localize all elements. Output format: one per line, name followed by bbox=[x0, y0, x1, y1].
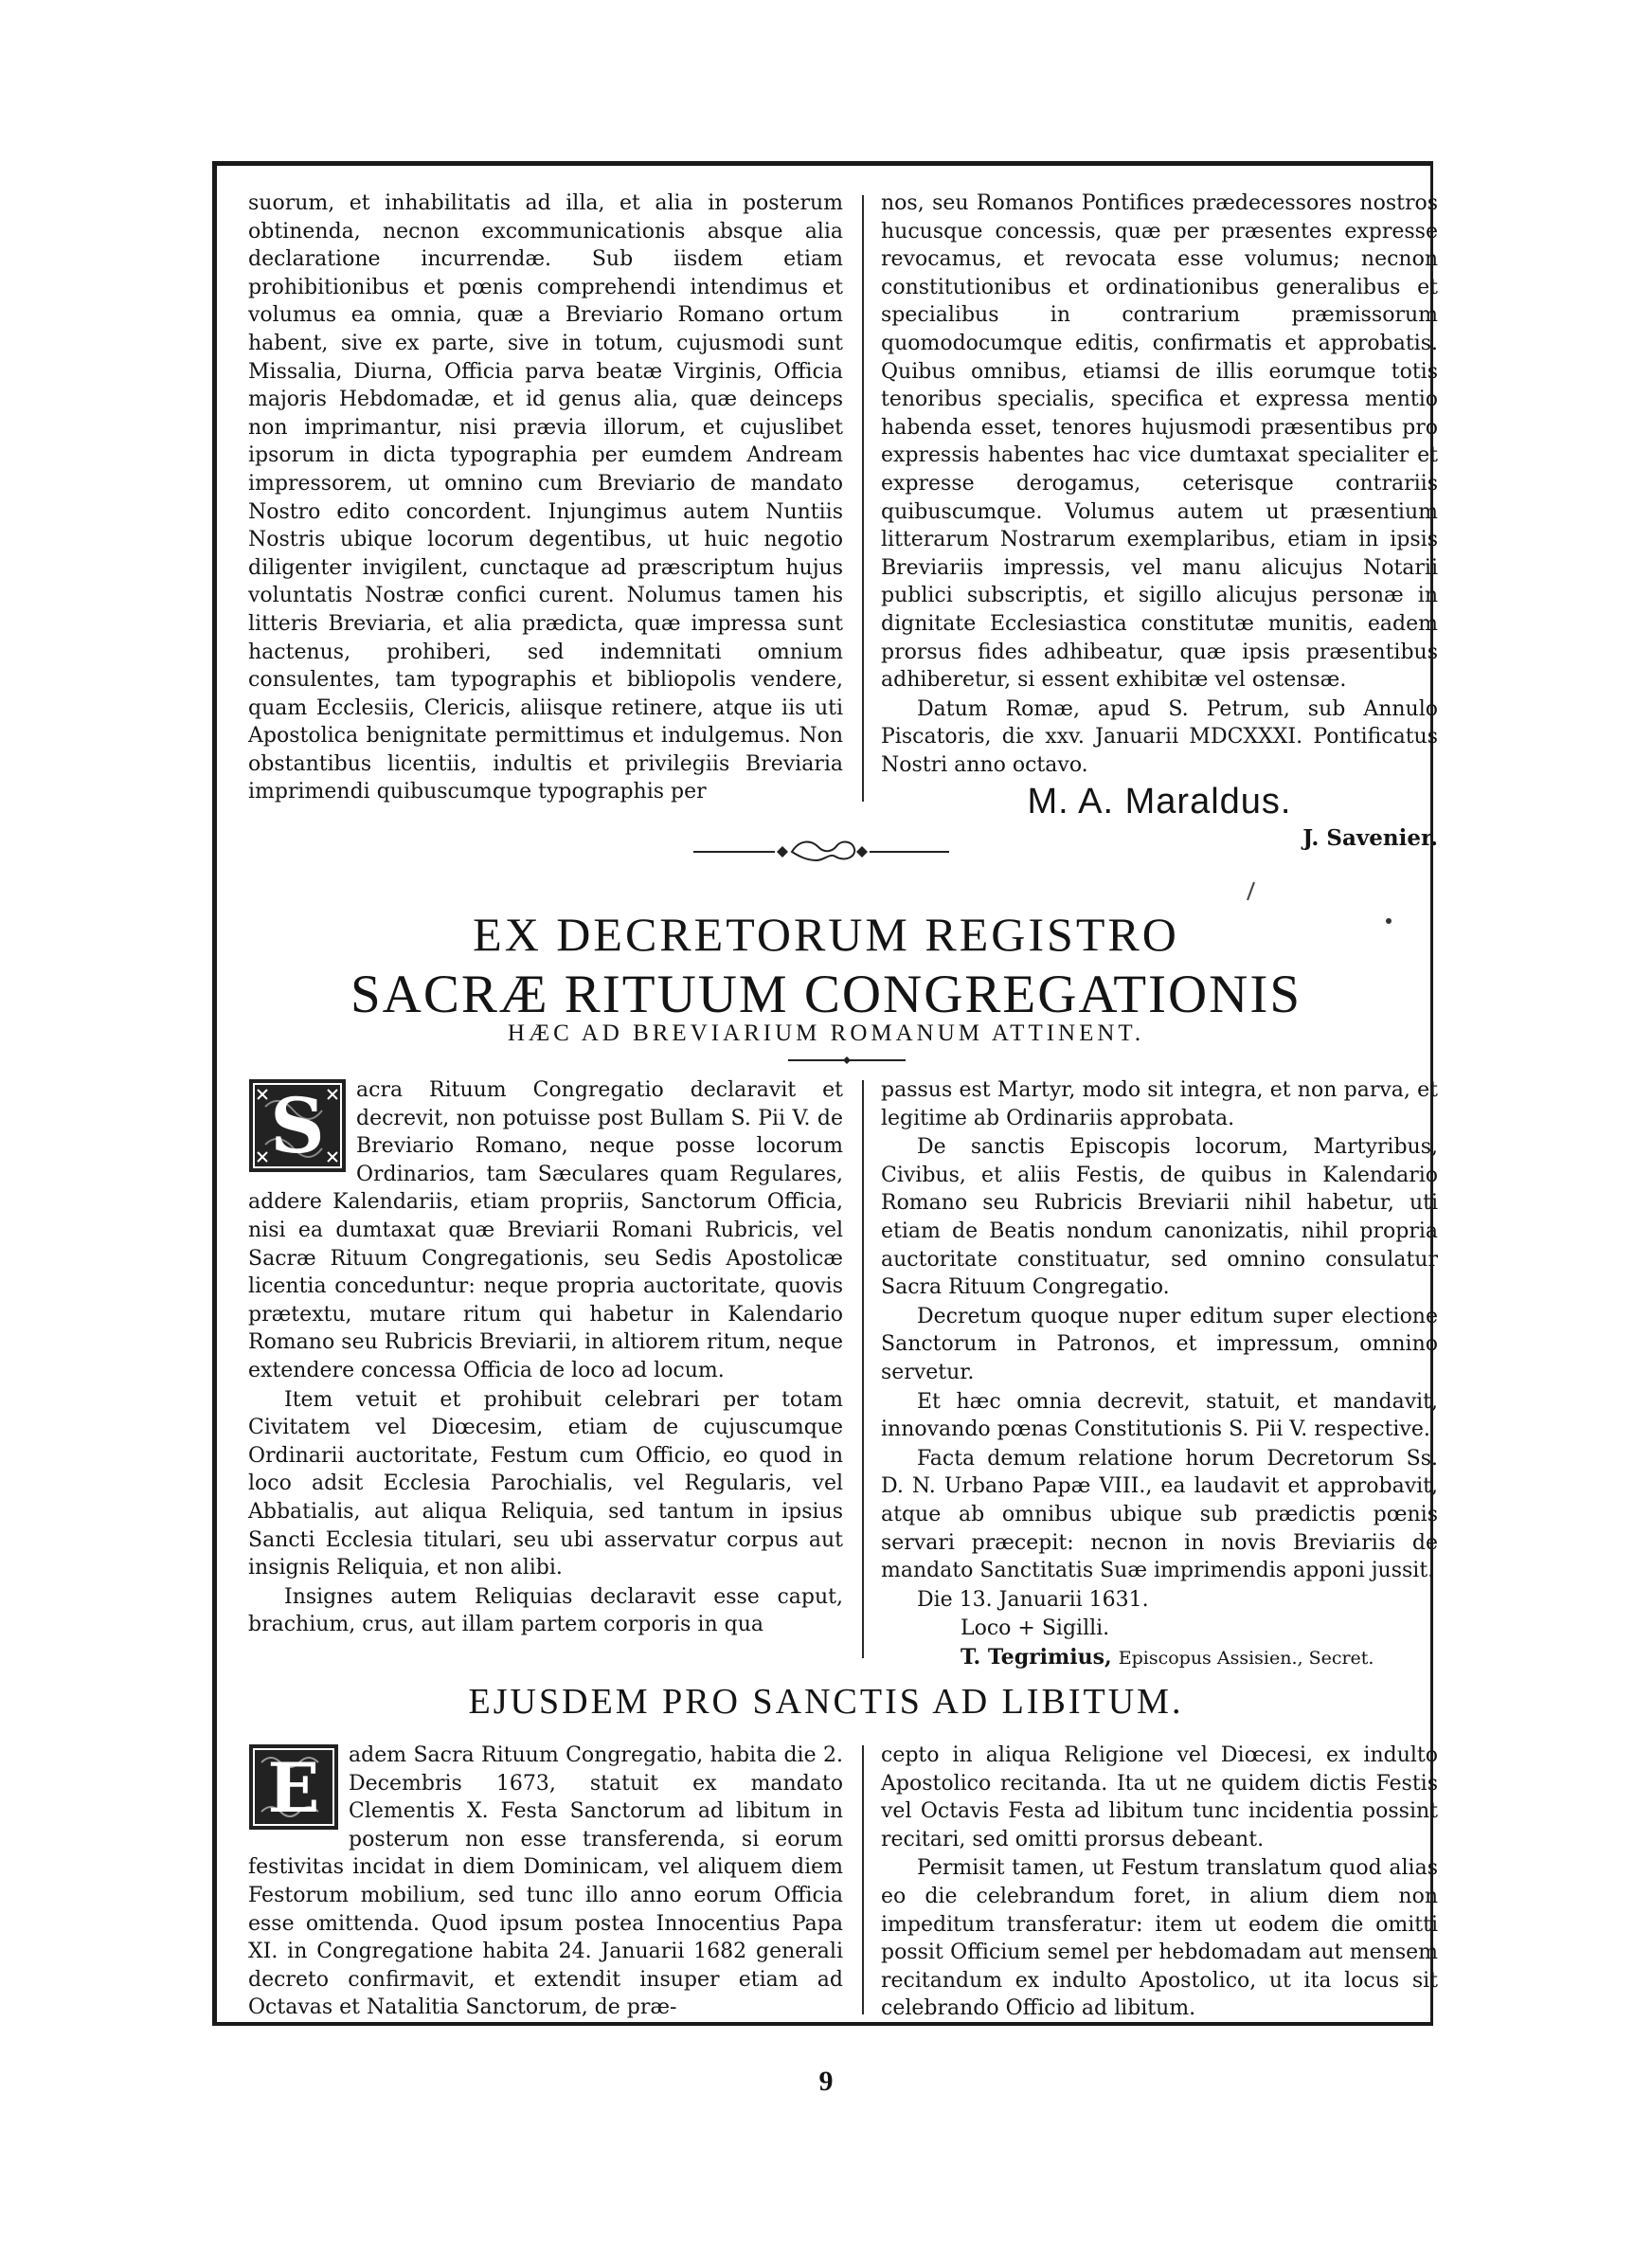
heading-ex-decretorum: EX DECRETORUM REGISTRO bbox=[473, 908, 1179, 961]
libitum-right-column bbox=[881, 1742, 1438, 2023]
decree-right-column bbox=[881, 1076, 1438, 1672]
libitum-left-column bbox=[248, 1742, 843, 2022]
decree-left-p2: Item vetuit et prohibuit celebrari per totam Civitatem vel Diœcesim, etiam de cujuscumque Ordinarii auctoritate, Festum cum Officio, eo quod in loco adsit Ecclesia Parochialis, vel Regularis, vel Abbatialis, aut aliqua Reliquia, sed tantum in ipsius Sancti Ecclesia titulari, seu ubi asservatur corpus aut insignis Reliquia, et non alibi. bbox=[248, 1387, 843, 1580]
libitum-left-p1: adem Sacra Rituum Congregatio, habita die 2. Decembris 1673, statuit ex mandato Clementis X. Festa Sanctorum ad libitum in posterum non esse transferenda, si eorum festivitas incidat in diem Dominicam, vel aliquem diem Festorum mobilium, sed tunc illo anno eorum Officia esse omittenda. Quod ipsum postea Innocentius Papa XI. in Congregatione habita 24. Januarii 1682 generali decreto confirmavit, et extendit insuper etiam ad Octavas et Natalitia Sanctorum, de præ- bbox=[248, 1743, 843, 2020]
tegrimius-title: Episcopus Assisien., Secret. bbox=[1118, 1647, 1374, 1669]
loco-text: Loco + Sigilli. bbox=[961, 1616, 1110, 1641]
bull-left-text: suorum, et inhabilitatis ad illa, et alia in posterum obtinenda, necnon excommunicationis absque alia declaratione incurrendæ. Sub iisdem etiam prohibitionibus et pœnis comprehendi intendimus et volumus ea omnia, quæ a Breviario Romano ortum habent, sive ex parte, sive in totum, cujusmodi sunt Missalia, Diurna, Officia parva beatæ Virginis, Officia majoris Hebdomadæ, et id genus alia, quæ deinceps non imprimantur, nisi prævia illorum, et cujuslibet ipsorum in dicta typographia per eumdem Andream impressorem, ut omnino cum Breviario de mandato Nostro edito concordent. Injungimus autem Nuntiis Nostris ubique locorum degentibus, ut huic negotio diligenter invigilent, cunctaque ad præscriptum hujus voluntatis Nostræ confici curent. Nolumus tamen his litteris Breviaria, et alia prædicta, quæ impressa sunt hactenus, prohiberi, sed indemnitati omnium consulentes, tam typographis et bibliopolis vendere, quam Ecclesiis, Clericis, aliisque retinere, atque iis uti Apostolica benignitate permittimus et indulgemus. Non obstantibus licentiis, indultis et privilegiis Breviaria imprimendi quibuscumque typographis per bbox=[248, 191, 843, 804]
column-divider-2 bbox=[862, 1080, 864, 1658]
page-number: 9 bbox=[818, 2066, 834, 2097]
dropcap-e-ornament bbox=[248, 1743, 339, 1831]
column-divider-1 bbox=[862, 195, 864, 802]
heading-ejusdem: EJUSDEM PRO SANCTIS AD LIBITUM. bbox=[468, 1682, 1184, 1722]
datum-text: Datum Romæ, apud S. Petrum, sub Annulo Piscatoris, die xxv. Januarii MDCXXXI. Pontificatus Nostri anno octavo. bbox=[881, 696, 1438, 777]
libitum-right-p2: Permisit tamen, ut Festum translatum quod alias eo die celebrandum foret, in alium diem non impeditum transferatur: item ut eodem die omitti possit Officium semel per hebdomadam aut mensem recitandum ex indulto Apostolico, ut ita locus sit celebrando Officio ad libitum. bbox=[881, 1856, 1438, 2021]
dropcap-s-letter: S bbox=[270, 1081, 325, 1170]
decree-right-p4: Et hæc omnia decrevit, statuit, et mandavit, innovando pœnas Constitutionis S. Pii V. respective. bbox=[881, 1389, 1438, 1442]
heading-sacrae-rituum: SACRÆ RITUUM CONGREGATIONIS bbox=[350, 965, 1302, 1024]
decree-left-p3: Insignes autem Reliquias declaravit esse caput, brachium, crus, aut illam partem corporis in qua bbox=[248, 1584, 843, 1637]
bull-right-column bbox=[881, 190, 1438, 853]
ornament-divider bbox=[693, 836, 949, 868]
column-divider-3 bbox=[862, 1745, 864, 2014]
decree-right-p3: Decretum quoque nuper editum super electione Sanctorum in Patronos, et impressum, omnino servetur. bbox=[881, 1304, 1438, 1384]
signature-maraldus: M. A. Maraldus. bbox=[1027, 782, 1292, 822]
tegrimius-name: T. Tegrimius, bbox=[961, 1644, 1112, 1670]
dropcap-s-ornament bbox=[248, 1078, 347, 1173]
decree-right-p2: De sanctis Episcopis locorum, Martyribus, Civibus, et aliis Festis, de quibus in Kalendario Romano seu Rubricis Breviarii nihil habetur, uti etiam de Beatis nondum canonizatis, nihil propria auctoritate constituatur, sed omnino consulatur Sacra Rituum Congregatio. bbox=[881, 1135, 1438, 1300]
decree-right-p1: passus est Martyr, modo sit integra, et non parva, et legitime ab Ordinariis approbata. bbox=[881, 1078, 1438, 1130]
signature-savenier: J. Savenier. bbox=[1302, 825, 1438, 852]
bull-left-column bbox=[248, 190, 843, 806]
bull-right-text: nos, seu Romanos Pontifices prædecessores nostros hucusque concessis, quæ per præsentes expresse revocamus, et revocata esse volumus; necnon constitutionibus et ordinationibus generalibus et specialibus in contrarium præmissorum quomodocumque editis, confirmatis et approbatis. Quibus omnibus, etiamsi de illis eorumque totis tenoribus specialis, specifica et expressa mentio habenda esset, tenores hujusmodi præsentibus pro expressis habentes hac vice dumtaxat specialiter et expresse derogamus, ceterisque contrariis quibuscumque. Volumus autem ut præsentium litterarum Nostrarum exemplaribus, etiam in ipsis Breviariis impressis, vel manu alicujus Notarii publici subscriptis, et sigillo alicujus personæ in dignitate Ecclesiastica constitutæ munitis, eadem prorsus fides adhibeatur, quæ ipsis præsentibus adhiberetur, si essent exhibitæ vel ostensæ. bbox=[881, 191, 1438, 693]
small-diamond-rule bbox=[788, 1056, 906, 1065]
stray-mark bbox=[1245, 881, 1256, 902]
decree-left-column bbox=[248, 1076, 843, 1639]
decree-date: Die 13. Januarii 1631. bbox=[917, 1587, 1149, 1612]
decree-loco-sigilli bbox=[881, 1615, 1438, 1643]
decree-signature bbox=[881, 1644, 1438, 1673]
libitum-right-p1: cepto in aliqua Religione vel Diœcesi, ex indulto Apostolico recitanda. Ita ut ne quidem dictis Festis vel Octavis Festa ad libitum tunc incidentia possint recitari, sed omitti prorsus debeant. bbox=[881, 1743, 1438, 1851]
dropcap-e bbox=[248, 1743, 339, 1831]
decree-right-p5: Facta demum relatione horum Decretorum Ss. D. N. Urbano Papæ VIII., ea laudavit et approbavit, atque ab omnibus ubique sub prædictis pœnis servari præcepit: necnon in novis Breviariis de mandato Sanctitatis Suæ imprimendis apponi jussit. bbox=[881, 1446, 1438, 1583]
heading-subtitle: HÆC AD BREVIARIUM ROMANUM ATTINENT. bbox=[507, 1020, 1145, 1046]
dropcap-s bbox=[248, 1078, 347, 1173]
dropcap-e-letter: E bbox=[267, 1747, 320, 1828]
decree-left-p1: acra Rituum Congregatio declaravit et decrevit, non potuisse post Bullam S. Pii V. de Breviario Romano, neque posse locorum Ordinarios, tam Sæculares quam Regulares, addere Kalendariis, etiam propriis, Sanctorum Officia, nisi ea dumtaxat quæ Breviarii Romani Rubricis, vel Sacræ Rituum Congregationis, seu Sedis Apostolicæ licentia conceduntur: neque propria auctoritate, quovis prætextu, mutare ritum qui habetur in Kalendario Romano seu Rubricis Breviarii, in altiorem ritum, neque extendere concessa Officia de loco ad locum. bbox=[248, 1078, 843, 1382]
